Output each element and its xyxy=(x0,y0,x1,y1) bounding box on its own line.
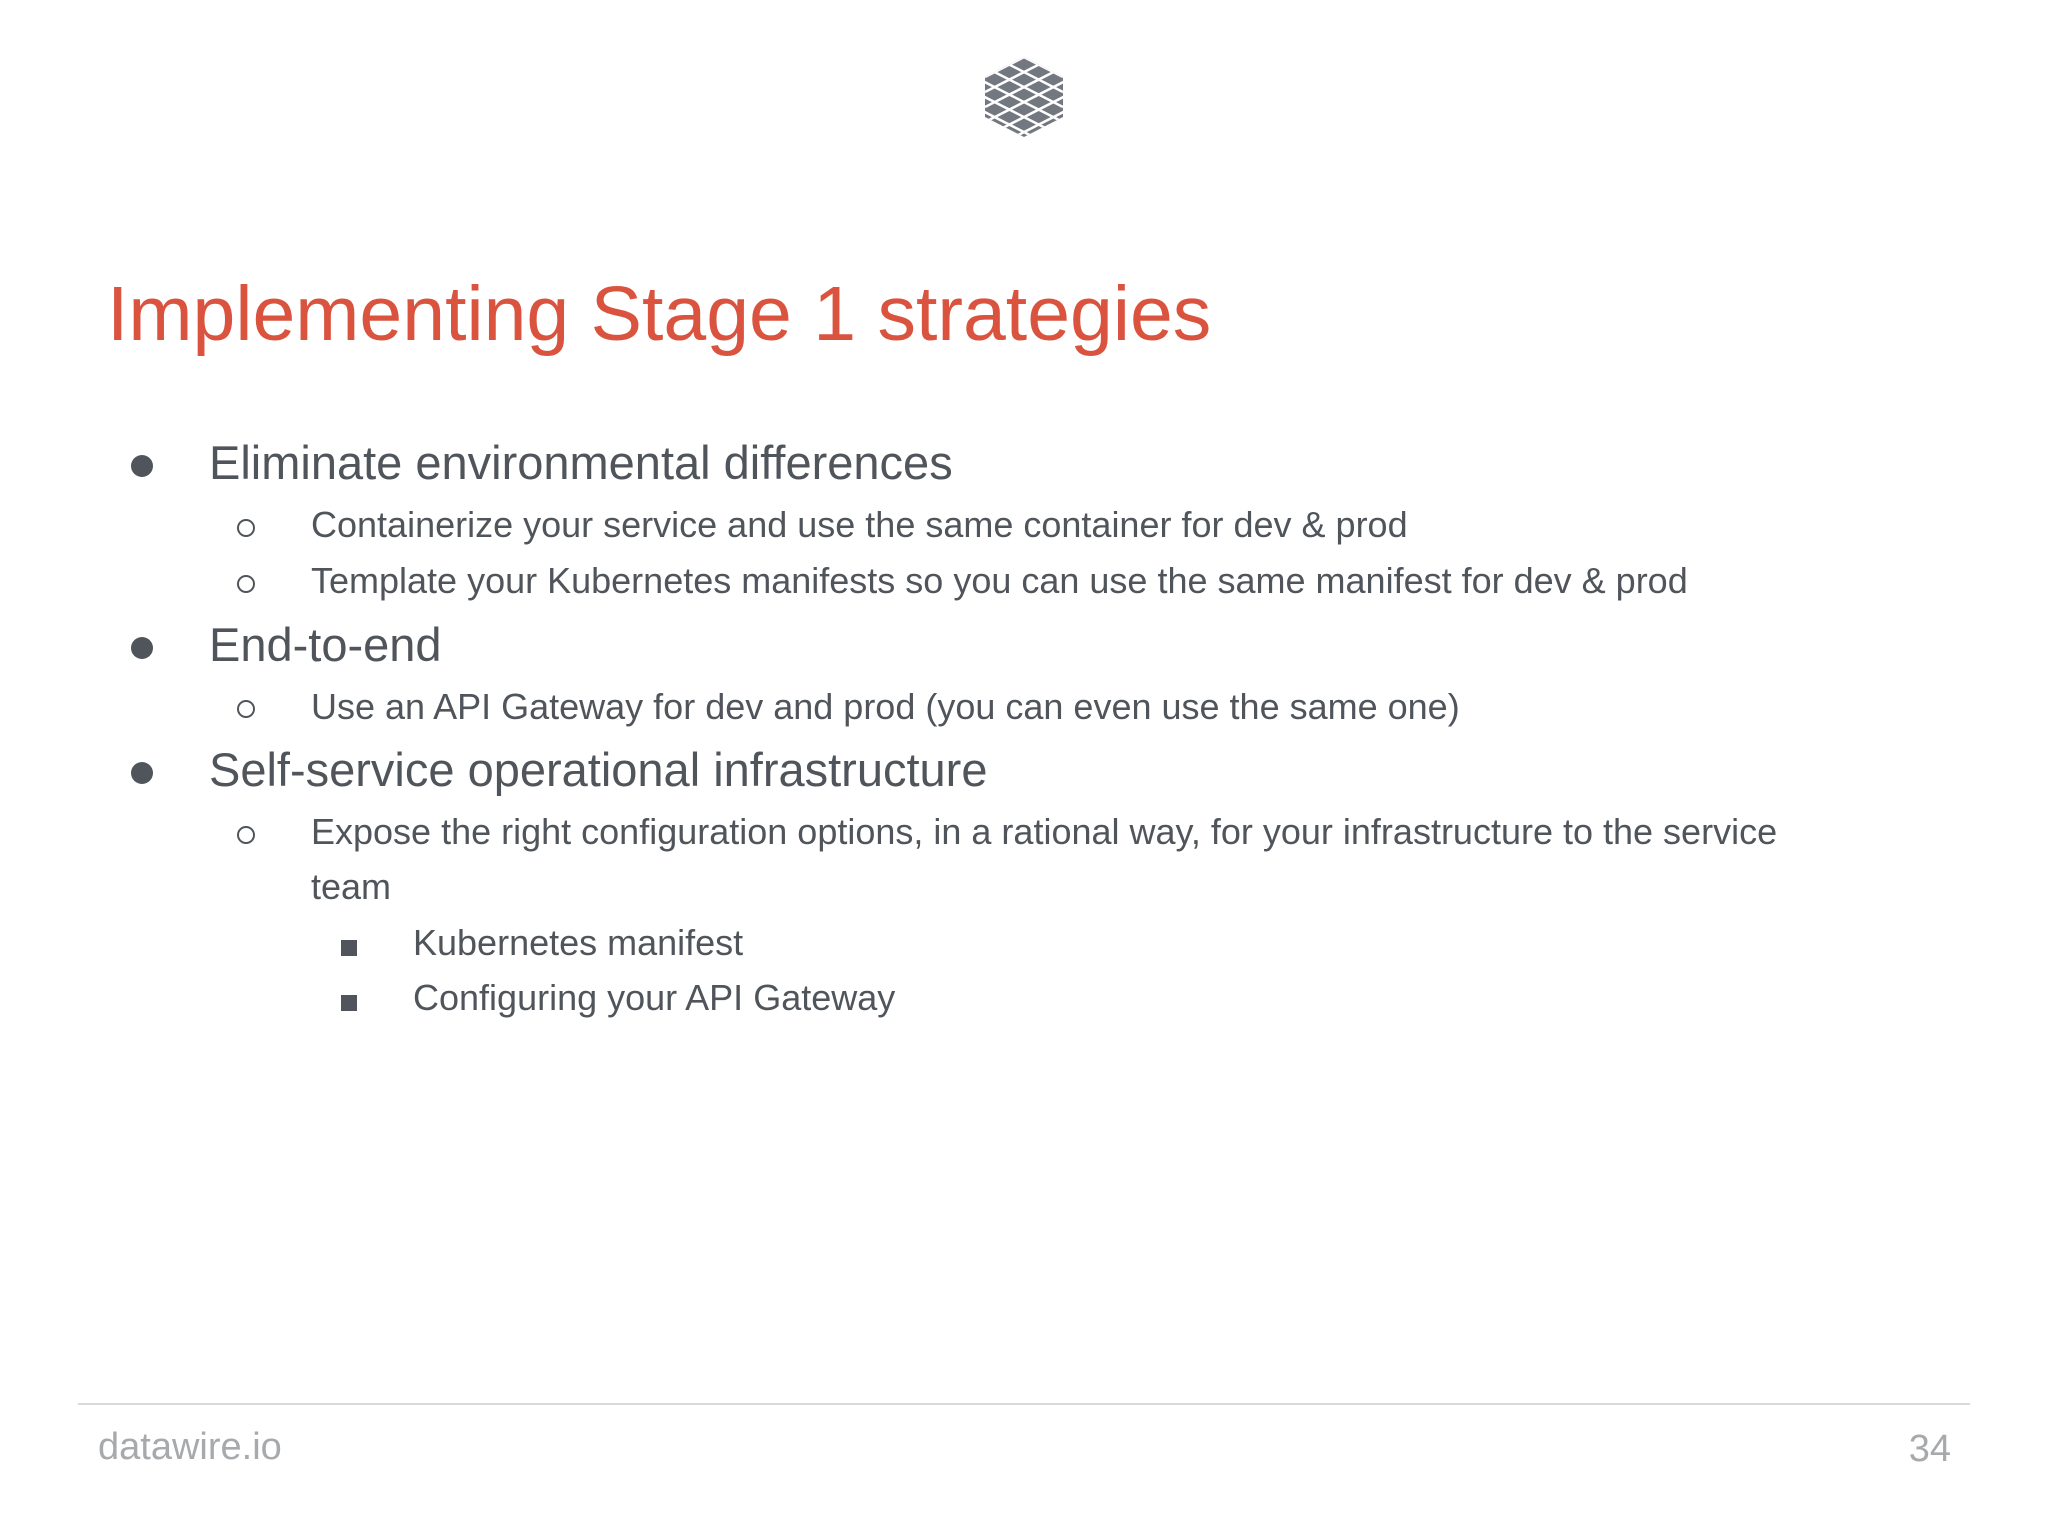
sub-bullet-item-continuation: team xyxy=(311,866,392,907)
bullet-level2-icon xyxy=(237,519,255,537)
bullet-level2-icon xyxy=(237,575,255,593)
bullet-item: Self-service operational infrastructure xyxy=(209,743,988,796)
bullet-level1-icon xyxy=(131,455,153,477)
bullet-level3-icon xyxy=(341,995,357,1011)
bullet-level2-icon xyxy=(237,700,255,718)
bullet-item: Eliminate environmental differences xyxy=(209,436,953,489)
page-number: 34 xyxy=(1908,1428,1951,1470)
sub-bullet-item: Use an API Gateway for dev and prod (you can even use the same one) xyxy=(311,686,1460,727)
sub-sub-bullet-item: Configuring your API Gateway xyxy=(413,977,896,1018)
bullet-level3-icon xyxy=(341,940,357,956)
footer-brand: datawire.io xyxy=(98,1426,282,1468)
slide-title: Implementing Stage 1 strategies xyxy=(107,271,1212,357)
sub-sub-bullet-item: Kubernetes manifest xyxy=(413,922,744,963)
footer-divider xyxy=(78,1403,1970,1405)
bullet-level1-icon xyxy=(131,762,153,784)
sub-bullet-item: Containerize your service and use the same container for dev & prod xyxy=(311,504,1408,545)
sub-bullet-item: Expose the right configuration options, in a rational way, for your infrastructure to the service xyxy=(311,811,1778,852)
bullet-item: End-to-end xyxy=(209,618,442,671)
bullet-level2-icon xyxy=(237,826,255,844)
sub-bullet-item: Template your Kubernetes manifests so you can use the same manifest for dev & prod xyxy=(311,560,1688,601)
bullet-level1-icon xyxy=(131,637,153,659)
